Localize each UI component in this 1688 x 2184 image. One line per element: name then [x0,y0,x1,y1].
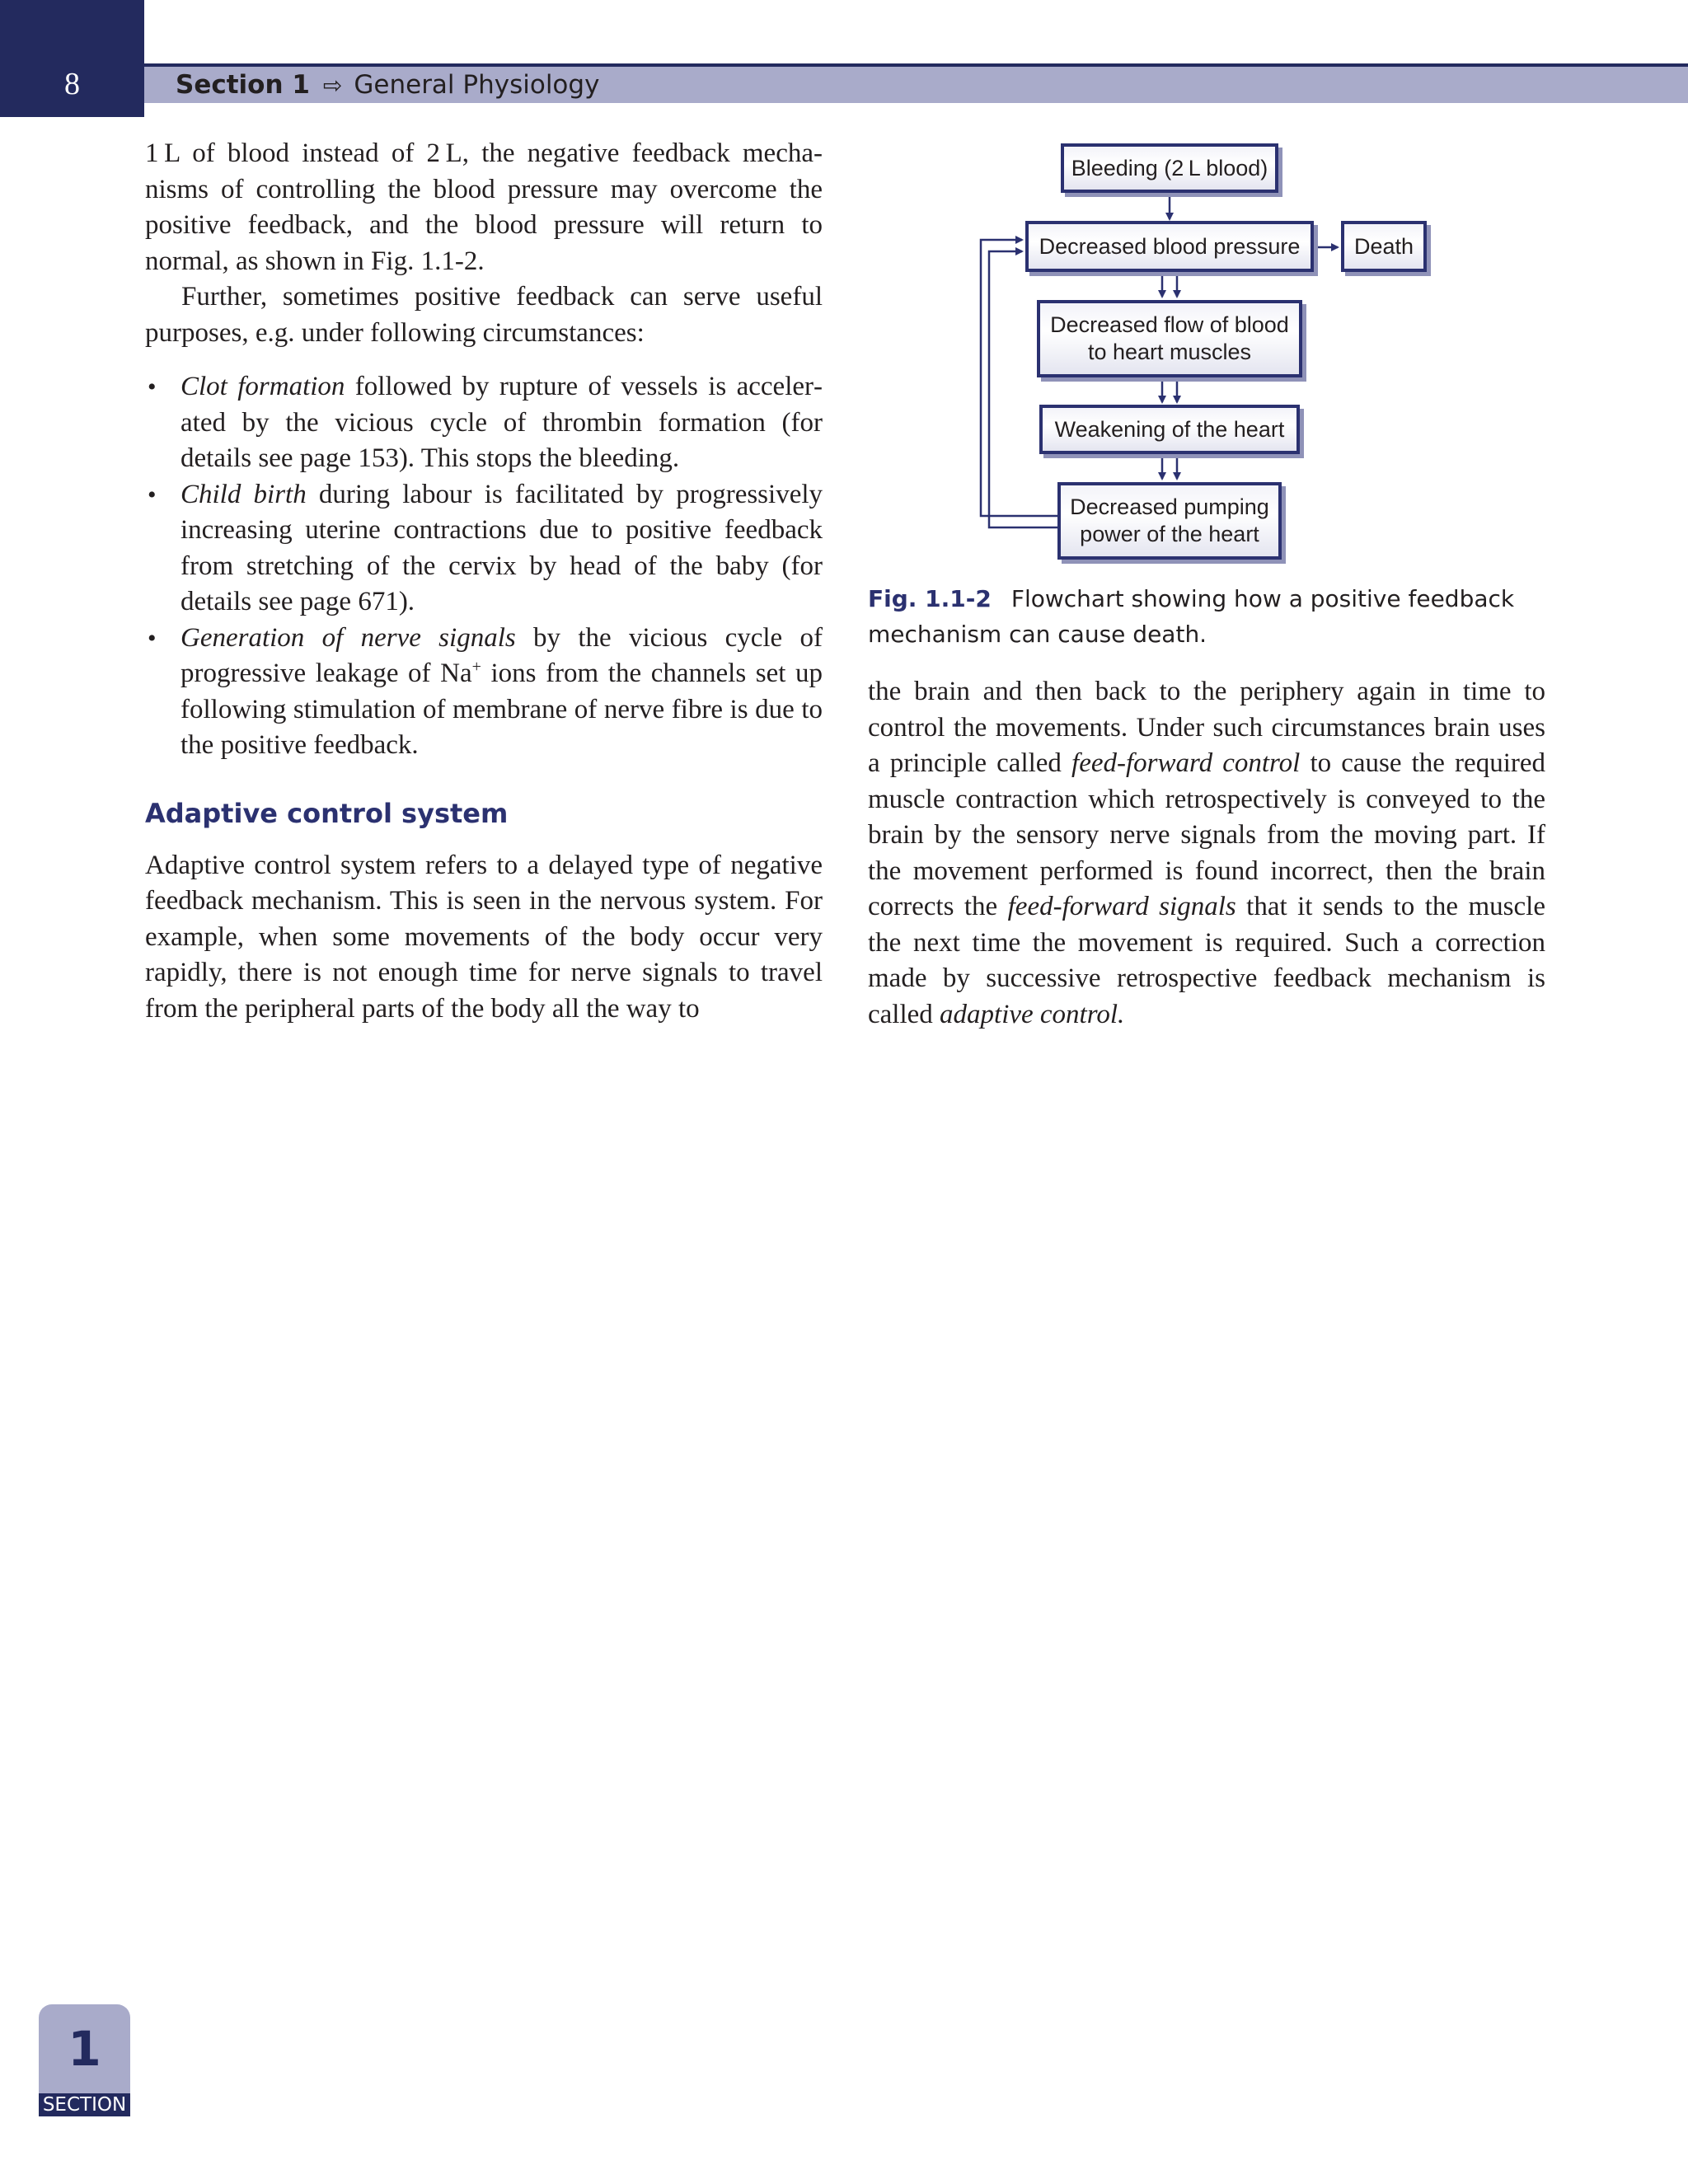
list-item-term: Child birth [181,479,307,509]
figure-label: Fig. 1.1-2 [868,585,992,612]
paragraph: 1 L of blood instead of 2 L, the negative feedback mechanisms of controlling the blood pressure may overcome the positive feedback, and the blood pressure will return to normal, as shown in Fig. 1.1-2. [145,138,823,276]
section-label: Section 1 [176,70,310,100]
flowchart-node-bleeding: Bleeding (2 L blood) [1061,143,1278,193]
list-item-text: during labour is facilitated by progressively increasing uterine contractions due to positive feedback from stretching of the cervix by head of the baby (for details see page 671). [181,479,823,616]
list-item [145,477,823,621]
feedback-loop-arrow [981,240,1057,516]
flowchart-node-decreased-flow: Decreased flow of blood to heart muscles [1037,300,1302,377]
running-header [144,63,1688,103]
superscript-plus: + [471,658,481,676]
list-item-text: by the vicious cycle of progressive leakage of Na [181,622,823,688]
list-item [145,369,823,477]
list-item-text: followed by rupture of vessels is accelerated by the vicious cycle of thrombin formation (for details see page 153). This stops the bleeding. [181,372,823,473]
section-tab-label: SECTION [39,2093,130,2116]
list-item-text: ions from the channels set up following stimulation of membrane of nerve fibre is due to the positive feedback. [181,658,823,760]
text-run: that it sends to the muscle the next time the movement is required. Such a correction made by successive retrospective feedback mechanism is called [868,892,1545,1029]
left-column [145,136,823,1027]
bullet-icon: • [148,480,157,509]
text-run: to cause the required muscle contraction which retrospectively is conveyed to the brain by the sensory nerve signals from the moving part. If the movement performed is found incorrect, then the brain corrects the [868,748,1545,921]
right-column [868,674,1545,1033]
figure-caption [868,581,1545,652]
bullet-icon: • [148,373,157,401]
paragraph: Adaptive control system refers to a delayed type of negative feedback mechanism. This is seen in the nervous system. For example, when some movements of the body occur very rapidly, there is not enough time for nerve signals to travel from the peripheral parts of the body all the way to [145,850,823,1024]
section-tab [39,2004,130,2116]
italic-term: adaptive control. [940,999,1125,1029]
list-item [145,621,823,764]
section-tab-number: 1 [68,2021,101,2077]
list-item-term: Clot formation [181,372,345,401]
section-heading: Adaptive control system [145,797,509,829]
flowchart-node-decreased-pumping: Decreased pumping power of the heart [1057,482,1282,560]
paragraph: Further, sometimes positive feedback can serve useful purposes, e.g. under following circumstances: [145,282,823,348]
flowchart-node-decreased-blood-pressure: Decreased blood pressure [1025,221,1314,272]
paragraph [868,674,1545,1033]
arrow-right-icon: ⇨ [322,71,343,99]
italic-term: feed-forward signals [1007,892,1236,921]
bullet-list [145,369,823,764]
flowchart-node-weakening: Weakening of the heart [1039,405,1300,454]
flowchart-node-death: Death [1341,221,1427,272]
feedback-loop-arrow [989,251,1057,527]
italic-term: feed-forward control [1071,748,1301,778]
page-number: 8 [64,67,80,101]
text-run: the brain and then back to the periphery again in time to control the movements. Under such circumstances brain uses a principle called [868,677,1545,778]
figure-caption-text: Flowchart showing how a positive feedback mechanism can cause death. [868,585,1515,648]
page-number-box [0,0,144,117]
section-title: General Physiology [354,70,600,100]
list-item-term: Generation of nerve signals [181,622,516,653]
bullet-icon: • [148,624,157,652]
